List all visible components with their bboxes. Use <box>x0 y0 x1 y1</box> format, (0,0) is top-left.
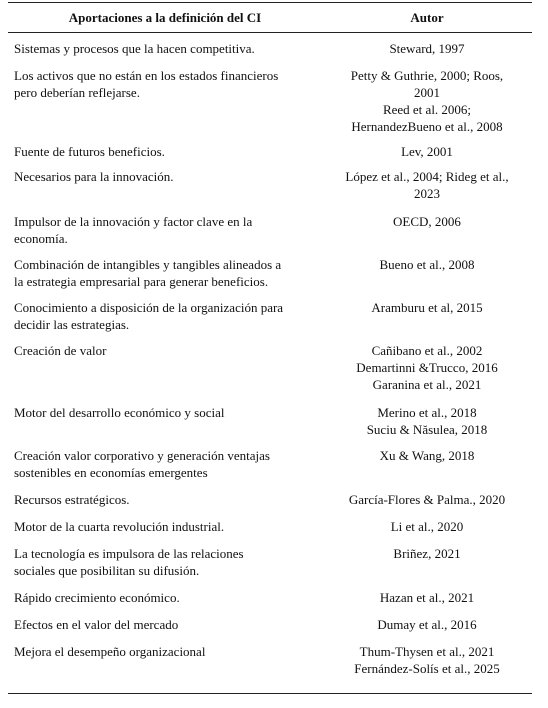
concept-line: Mejora el desempeño organizacional <box>14 644 206 659</box>
concept-line: economía. <box>14 231 68 246</box>
concept-line: Recursos estratégicos. <box>14 492 130 507</box>
author-line: Dumay et al., 2016 <box>377 617 477 632</box>
table-row <box>8 57 532 135</box>
concept-cell <box>8 135 322 160</box>
table-header <box>8 3 532 33</box>
concept-cell <box>8 633 322 694</box>
author-line: 2023 <box>414 186 440 201</box>
author-line: Petty & Guthrie, 2000; Roos, <box>350 68 504 83</box>
author-line: Fernández-Solís et al., 2025 <box>354 661 500 676</box>
author-cell <box>322 393 532 438</box>
concept-line: Impulsor de la innovación y factor clave en la <box>14 214 253 229</box>
concept-line: decidir las estrategias. <box>14 317 130 332</box>
author-line: Cañibano et al., 2002 <box>371 343 483 358</box>
author-line: Bueno et al., 2008 <box>379 257 475 272</box>
table-row <box>8 247 532 290</box>
author-line: Aramburu et al, 2015 <box>371 300 483 315</box>
author-line: Lev, 2001 <box>401 144 453 159</box>
concept-cell <box>8 202 322 247</box>
concept-line: Rápido crecimiento económico. <box>14 590 180 605</box>
table-row <box>8 33 532 58</box>
concept-cell <box>8 393 322 438</box>
concept-cell <box>8 606 322 633</box>
author-line: 2001 <box>414 85 440 100</box>
concept-cell <box>8 481 322 508</box>
concept-cell <box>8 57 322 135</box>
table-row <box>8 333 532 393</box>
author-cell <box>322 135 532 160</box>
author-line: García-Flores & Palma., 2020 <box>348 492 506 507</box>
ci-definitions-table <box>8 2 532 694</box>
author-line: López et al., 2004; Rideg et al., <box>345 169 509 184</box>
table-row <box>8 135 532 160</box>
author-line: Suciu & Năsulea, 2018 <box>366 422 488 437</box>
table-row <box>8 579 532 606</box>
concept-line: Los activos que no están en los estados financieros <box>14 68 279 83</box>
concept-cell <box>8 508 322 535</box>
concept-cell <box>8 438 322 481</box>
concept-cell <box>8 160 322 202</box>
author-line: Li et al., 2020 <box>390 519 464 534</box>
author-cell <box>322 508 532 535</box>
table-row <box>8 393 532 438</box>
concept-line: sociales que posibilitan su difusión. <box>14 563 200 578</box>
author-line: Hazan et al., 2021 <box>379 590 475 605</box>
author-cell <box>322 33 532 58</box>
author-line: HernandezBueno et al., 2008 <box>351 119 503 134</box>
concept-cell <box>8 535 322 579</box>
author-cell <box>322 57 532 135</box>
concept-line: Motor de la cuarta revolución industrial. <box>14 519 225 534</box>
author-cell <box>322 633 532 694</box>
table-row <box>8 160 532 202</box>
table-row <box>8 633 532 694</box>
author-cell <box>322 290 532 333</box>
concept-cell <box>8 333 322 393</box>
concept-line: Fuente de futuros beneficios. <box>14 144 165 159</box>
table-row <box>8 481 532 508</box>
author-cell <box>322 535 532 579</box>
author-line: Demartinni &Trucco, 2016 <box>356 360 498 375</box>
table-row <box>8 508 532 535</box>
concept-line: pero deberían reflejarse. <box>14 85 140 100</box>
author-cell <box>322 247 532 290</box>
table-body <box>8 33 532 694</box>
concept-line: La tecnología es impulsora de las relaciones <box>14 546 244 561</box>
author-cell <box>322 579 532 606</box>
author-cell <box>322 438 532 481</box>
header-row <box>8 3 532 33</box>
concept-line: la estrategia empresarial para generar beneficios. <box>14 274 269 289</box>
concept-line: Creación de valor <box>14 343 107 358</box>
author-line: Merino et al., 2018 <box>377 405 477 420</box>
author-cell <box>322 481 532 508</box>
concept-line: Motor del desarrollo económico y social <box>14 405 225 420</box>
author-line: OECD, 2006 <box>393 214 461 229</box>
concept-cell <box>8 247 322 290</box>
concept-cell <box>8 579 322 606</box>
concept-line: Conocimiento a disposición de la organización para <box>14 300 284 315</box>
author-line: Reed et al. 2006; <box>382 102 472 117</box>
table-row <box>8 535 532 579</box>
concept-line: sostenibles en economías emergentes <box>14 465 208 480</box>
author-line: Thum-Thysen et al., 2021 <box>359 644 495 659</box>
concept-line: Efectos en el valor del mercado <box>14 617 179 632</box>
header-author: Autor <box>322 3 532 33</box>
table-row <box>8 438 532 481</box>
author-line: Steward, 1997 <box>389 41 465 56</box>
author-cell <box>322 333 532 393</box>
concept-cell <box>8 33 322 58</box>
concept-line: Necesarios para la innovación. <box>14 169 174 184</box>
header-concept: Aportaciones a la definición del CI <box>8 3 322 33</box>
concept-line: Creación valor corporativo y generación ventajas <box>14 448 270 463</box>
author-cell <box>322 606 532 633</box>
concept-line: Combinación de intangibles y tangibles alineados a <box>14 257 282 272</box>
concept-cell <box>8 290 322 333</box>
author-cell <box>322 160 532 202</box>
table-row <box>8 290 532 333</box>
concept-line: Sistemas y procesos que la hacen competitiva. <box>14 41 255 56</box>
author-cell <box>322 202 532 247</box>
table-row <box>8 202 532 247</box>
author-line: Xu & Wang, 2018 <box>379 448 475 463</box>
author-line: Garanina et al., 2021 <box>372 377 482 392</box>
author-line: Briñez, 2021 <box>393 546 461 561</box>
table-row <box>8 606 532 633</box>
